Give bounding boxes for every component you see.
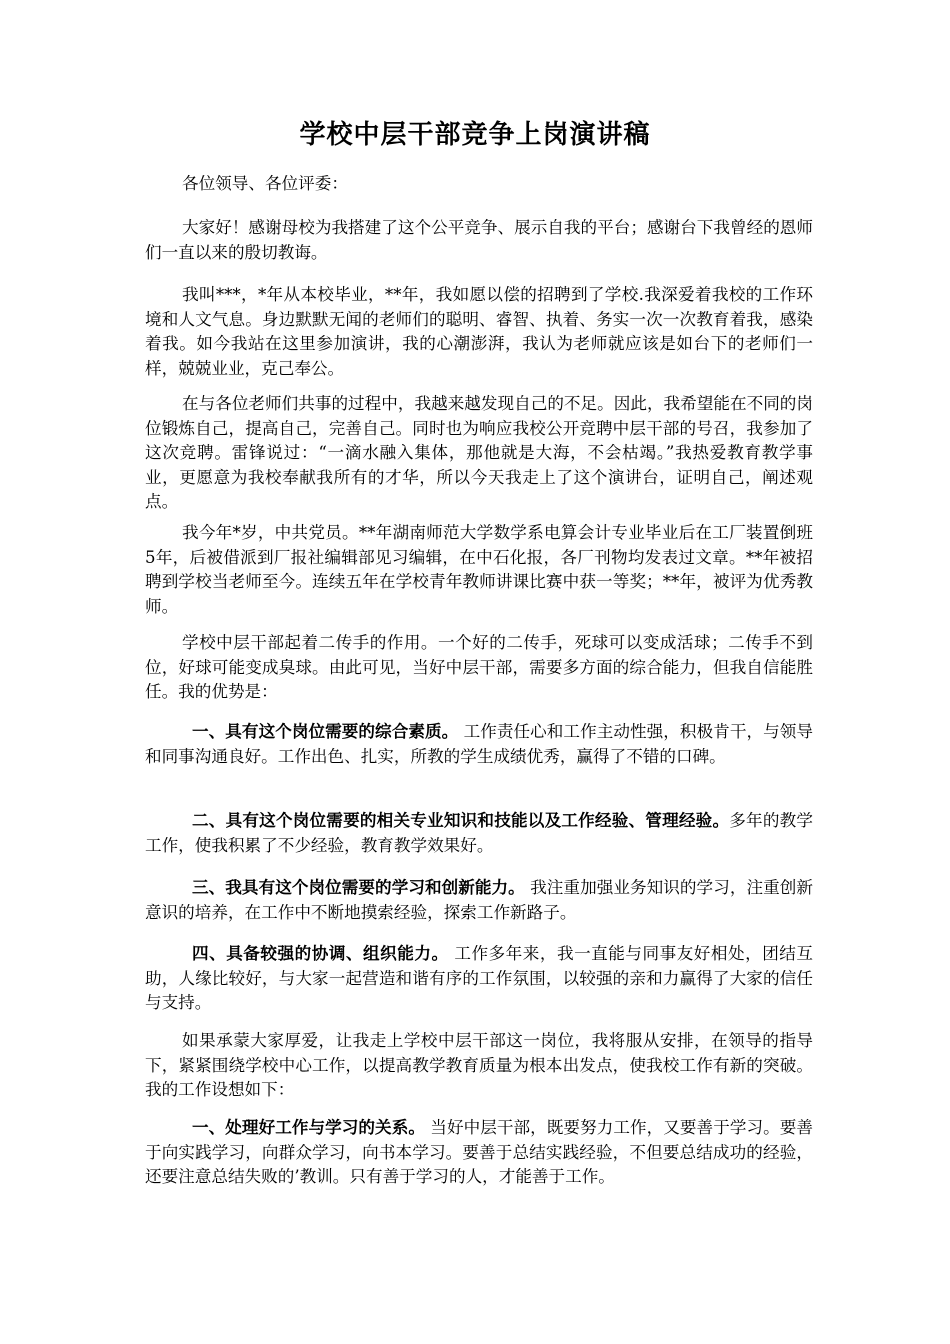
paragraph-text: 如果承蒙大家厚爱，让我走上学校中层干部这一岗位，我将服从安排，在领导的指导下，紧紧围绕学校中心工作，以提高教学教育质量为根本出发点，使我校工作有新的突破。我的工作设想如下： xyxy=(145,1031,813,1099)
paragraph-text: 工作多年来，我一直能与同事友好相处，团结互助，人缘比较好，与大家一起营造和谐有序的工作氛围，以较强的亲和力赢得了大家的信任与支持。 xyxy=(145,944,814,1012)
paragraph-plan-intro xyxy=(145,1029,813,1103)
strength-heading: 四、具备较强的协调、组织能力。 xyxy=(192,943,449,963)
paragraph-text: 我今年*岁，中共党员。**年湖南师范大学数学系电算会计专业毕业后在工厂装置倒班5年，后被借派到厂报社编辑部见习编辑，在中石化报，各厂刊物均发表过文章。**年被招聘到学校当老师至今。连续五年在学校青年教师讲课比赛中获一等奖；**年，被评为优秀教师。 xyxy=(145,523,813,616)
paragraph-strength-2 xyxy=(145,808,813,858)
paragraph-self-intro xyxy=(145,283,813,381)
paragraph-motivation xyxy=(145,392,813,515)
paragraph-strength-1 xyxy=(145,719,813,769)
paragraph-text: 工作责任心和工作主动性强，积极肯干，与领导和同事沟通良好。工作出色、扎实，所教的学生成绩优秀，赢得了不错的口碑。 xyxy=(145,722,814,766)
paragraph-strength-4 xyxy=(145,941,813,1016)
strength-heading: 一、具有这个岗位需要的综合素质。 xyxy=(192,721,459,741)
paragraph-text: 多年的教学工作，使我积累了不少经验，教育教学效果好。 xyxy=(145,811,813,855)
plan-heading: 一、处理好工作与学习的关系。 xyxy=(192,1117,425,1137)
paragraph-text: 我叫***，*年从本校毕业，**年，我如愿以偿的招聘到了学校.我深爱着我校的工作环境和人文气息。身边默默无闻的老师们的聪明、睿智、执着、务实一次一次教育着我，感染着我。如今我站在这里参加演讲，我的心潮澎湃，我认为老师就应该是如台下的老师们一样，兢兢业业，克己奉公。 xyxy=(145,285,813,378)
paragraph-text: 学校中层干部起着二传手的作用。一个好的二传手，死球可以变成活球；二传手不到位，好球可能变成臭球。由此可见，当好中层干部，需要多方面的综合能力，但我自信能胜任。我的优势是： xyxy=(145,633,813,701)
paragraph-role xyxy=(145,631,813,705)
paragraph-text: 当好中层干部，既要努力工作，又要善于学习。要善于向实践学习，向群众学习，向书本学习。要善于总结实践经验，不但要总结成功的经验，还要注意总结失败的’教训。只有善于学习的人，才能善于工作。 xyxy=(145,1118,814,1186)
paragraph-background xyxy=(145,521,813,619)
paragraph-text: 我注重加强业务知识的学习，注重创新意识的培养，在工作中不断地摸索经验，探索工作新路子。 xyxy=(145,878,813,922)
paragraph-greeting xyxy=(145,216,813,265)
strength-heading: 三、我具有这个岗位需要的学习和创新能力。 xyxy=(192,877,525,897)
salutation: 各位领导、各位评委： xyxy=(182,174,348,193)
paragraph-text: 在与各位老师们共事的过程中，我越来越发现自己的不足。因此，我希望能在不同的岗位锻炼自己，提高自己，完善自己。同时也为响应我校公开竞聘中层干部的号召，我参加了这次竞聘。雷锋说过：“一滴水融入集体，那他就是大海，不会枯竭。”我热爱教育教学事业，更愿意为我校奉献我所有的才华，所以今天我走上了这个演讲台，证明自己，阐述观点。 xyxy=(145,394,813,511)
document-title: 学校中层干部竞争上岗演讲稿 xyxy=(299,120,651,150)
strength-heading: 二、具有这个岗位需要的相关专业知识和技能以及工作经验、管理经验。 xyxy=(192,810,730,830)
paragraph-plan-1 xyxy=(145,1115,813,1190)
paragraph-text: 大家好！感谢母校为我搭建了这个公平竞争、展示自我的平台；感谢台下我曾经的恩师们一直以来的殷切教诲。 xyxy=(145,218,813,262)
paragraph-strength-3 xyxy=(145,875,813,925)
